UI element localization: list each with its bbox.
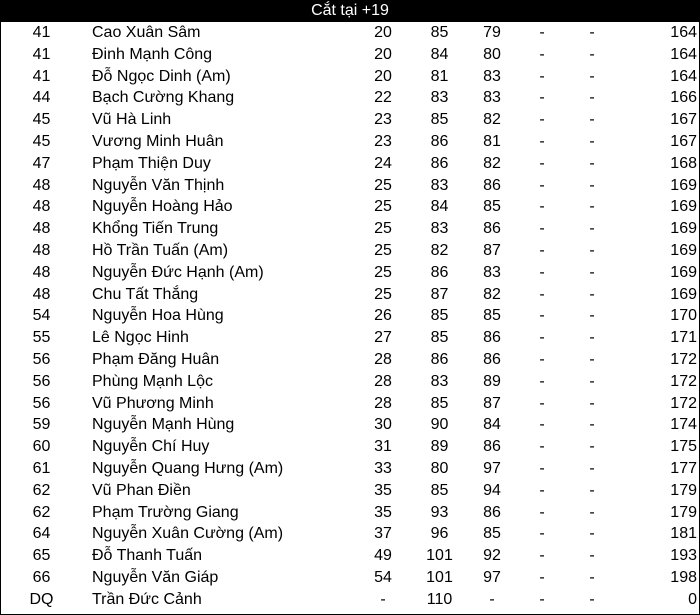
- table-row: [1, 480, 699, 502]
- player-name-cell: Bạch Cường Khang: [92, 89, 235, 107]
- round-1-cell: 85: [430, 394, 449, 412]
- round-2-cell: 97: [483, 568, 501, 586]
- player-name-cell: Cao Xuân Sâm: [92, 24, 201, 41]
- total-cell: 181: [670, 525, 697, 543]
- player-name-cell: Nguyễn Văn Thịnh: [92, 176, 225, 194]
- round-3-cell: -: [539, 438, 545, 456]
- to-par-cell: 35: [374, 503, 392, 521]
- round-1-cell: 86: [430, 263, 449, 281]
- player-name-cell: Trần Đức Cảnh: [92, 590, 202, 608]
- round-3-cell: -: [539, 416, 545, 434]
- round-2-cell: 83: [483, 263, 501, 281]
- to-par-cell: 37: [374, 525, 392, 543]
- position-cell: 60: [32, 438, 51, 456]
- table-row: [1, 44, 699, 66]
- table-row: [1, 66, 699, 88]
- player-name-cell: Nguyễn Xuân Cường (Am): [92, 525, 284, 543]
- round-1-cell: 93: [430, 503, 449, 521]
- position-cell: 48: [32, 263, 51, 281]
- table-row: [1, 393, 699, 415]
- round-1-cell: 85: [430, 307, 449, 325]
- table-row: [1, 131, 699, 153]
- round-4-cell: -: [589, 394, 595, 412]
- round-1-cell: 85: [430, 329, 449, 347]
- round-1-cell: 85: [430, 111, 449, 129]
- position-cell: 65: [32, 547, 51, 565]
- round-2-cell: 80: [483, 45, 501, 63]
- table-row: [1, 218, 699, 240]
- round-3-cell: -: [539, 372, 545, 390]
- table-row: [1, 436, 699, 458]
- table-row: [1, 175, 699, 197]
- round-4-cell: -: [589, 307, 595, 325]
- round-4-cell: -: [589, 547, 595, 565]
- round-1-cell: 81: [430, 67, 449, 85]
- position-cell: 56: [32, 372, 51, 390]
- round-4-cell: -: [589, 329, 595, 347]
- cut-line-banner: Cắt tại +19: [1, 1, 699, 22]
- table-row: [1, 109, 699, 131]
- round-2-cell: 89: [483, 372, 501, 390]
- round-1-cell: 85: [430, 24, 449, 41]
- player-name-cell: Nguyễn Hoa Hùng: [92, 307, 224, 325]
- to-par-cell: -: [380, 590, 386, 608]
- round-3-cell: -: [539, 590, 545, 608]
- total-cell: 169: [670, 220, 697, 238]
- position-cell: 44: [32, 89, 51, 107]
- total-cell: 171: [670, 329, 697, 347]
- round-2-cell: 82: [483, 285, 501, 303]
- round-4-cell: -: [589, 459, 595, 477]
- table-row: [1, 371, 699, 393]
- round-2-cell: 83: [483, 67, 501, 85]
- total-cell: 198: [670, 568, 697, 586]
- player-name-cell: Nguyễn Hoàng Hảo: [92, 198, 233, 216]
- to-par-cell: 26: [374, 307, 392, 325]
- round-4-cell: -: [589, 220, 595, 238]
- player-name-cell: Đỗ Thanh Tuấn: [92, 547, 203, 565]
- round-4-cell: -: [589, 154, 595, 172]
- round-1-cell: 84: [430, 45, 449, 63]
- player-name-cell: Vương Minh Huân: [92, 132, 224, 150]
- leaderboard-table: [1, 22, 699, 611]
- to-par-cell: 20: [374, 67, 392, 85]
- position-cell: 66: [32, 568, 51, 586]
- round-2-cell: 83: [483, 89, 501, 107]
- position-cell: 48: [32, 285, 51, 303]
- round-2-cell: -: [489, 590, 495, 608]
- round-1-cell: 85: [430, 481, 449, 499]
- to-par-cell: 54: [374, 568, 392, 586]
- to-par-cell: 25: [374, 263, 392, 281]
- round-4-cell: -: [589, 590, 595, 608]
- round-3-cell: -: [539, 220, 545, 238]
- round-4-cell: -: [589, 24, 595, 41]
- table-row: [1, 327, 699, 349]
- table-row: [1, 589, 699, 611]
- position-cell: 55: [32, 329, 51, 347]
- total-cell: 172: [670, 372, 697, 390]
- round-4-cell: -: [589, 416, 595, 434]
- total-cell: 175: [670, 438, 697, 456]
- to-par-cell: 27: [374, 329, 392, 347]
- round-2-cell: 94: [483, 481, 501, 499]
- to-par-cell: 28: [374, 372, 392, 390]
- round-1-cell: 96: [430, 525, 449, 543]
- table-row: [1, 22, 699, 44]
- table-row: [1, 196, 699, 218]
- player-name-cell: Phạm Thiện Duy: [92, 154, 211, 172]
- round-3-cell: -: [539, 176, 545, 194]
- to-par-cell: 30: [374, 416, 392, 434]
- total-cell: 179: [670, 503, 697, 521]
- total-cell: 169: [670, 176, 697, 194]
- player-name-cell: Nguyễn Quang Hưng (Am): [92, 459, 284, 477]
- round-4-cell: -: [589, 481, 595, 499]
- round-4-cell: -: [589, 503, 595, 521]
- table-row: [1, 523, 699, 545]
- total-cell: 168: [670, 154, 697, 172]
- round-1-cell: 110: [426, 590, 453, 608]
- round-4-cell: -: [589, 568, 595, 586]
- round-2-cell: 86: [483, 350, 501, 368]
- round-3-cell: -: [539, 132, 545, 150]
- round-4-cell: -: [589, 45, 595, 63]
- to-par-cell: 25: [374, 241, 392, 259]
- position-cell: DQ: [29, 590, 54, 608]
- to-par-cell: 25: [374, 176, 392, 194]
- round-2-cell: 86: [483, 503, 501, 521]
- round-3-cell: -: [539, 67, 545, 85]
- round-3-cell: -: [539, 350, 545, 368]
- total-cell: 193: [670, 547, 697, 565]
- round-3-cell: -: [539, 198, 545, 216]
- to-par-cell: 20: [374, 24, 392, 41]
- to-par-cell: 35: [374, 481, 392, 499]
- to-par-cell: 28: [374, 394, 392, 412]
- position-cell: 62: [32, 481, 51, 499]
- table-row: [1, 240, 699, 262]
- round-1-cell: 86: [430, 132, 449, 150]
- total-cell: 166: [670, 89, 697, 107]
- round-3-cell: -: [539, 481, 545, 499]
- round-2-cell: 87: [483, 241, 501, 259]
- round-4-cell: -: [589, 525, 595, 543]
- table-row: [1, 305, 699, 327]
- to-par-cell: 23: [374, 111, 392, 129]
- to-par-cell: 25: [374, 220, 392, 238]
- round-2-cell: 82: [483, 111, 501, 129]
- round-3-cell: -: [539, 241, 545, 259]
- total-cell: 174: [670, 416, 697, 434]
- round-3-cell: -: [539, 263, 545, 281]
- round-2-cell: 85: [483, 525, 501, 543]
- player-name-cell: Đỗ Ngọc Dinh (Am): [92, 67, 231, 85]
- position-cell: 41: [32, 67, 51, 85]
- round-2-cell: 92: [483, 547, 501, 565]
- player-name-cell: Phạm Trường Giang: [92, 503, 239, 521]
- table-row: [1, 153, 699, 175]
- round-4-cell: -: [589, 176, 595, 194]
- to-par-cell: 28: [374, 350, 392, 368]
- to-par-cell: 20: [374, 45, 392, 63]
- round-1-cell: 83: [430, 372, 449, 390]
- round-2-cell: 86: [483, 329, 501, 347]
- position-cell: 48: [32, 198, 51, 216]
- player-name-cell: Vũ Hà Linh: [92, 111, 172, 129]
- to-par-cell: 24: [374, 154, 392, 172]
- position-cell: 62: [32, 503, 51, 521]
- player-name-cell: Phạm Đăng Huân: [92, 350, 220, 368]
- round-1-cell: 84: [430, 198, 449, 216]
- round-1-cell: 83: [430, 89, 449, 107]
- player-name-cell: Phùng Mạnh Lộc: [92, 372, 213, 390]
- round-2-cell: 97: [483, 459, 501, 477]
- player-name-cell: Hồ Trần Tuấn (Am): [92, 241, 229, 259]
- round-4-cell: -: [589, 241, 595, 259]
- player-name-cell: Nguyễn Đức Hạnh (Am): [92, 263, 264, 281]
- total-cell: 169: [670, 263, 697, 281]
- round-3-cell: -: [539, 547, 545, 565]
- round-3-cell: -: [539, 285, 545, 303]
- total-cell: 169: [670, 241, 697, 259]
- round-4-cell: -: [589, 132, 595, 150]
- position-cell: 41: [32, 24, 51, 41]
- round-2-cell: 79: [483, 24, 501, 41]
- position-cell: 45: [32, 132, 51, 150]
- round-1-cell: 82: [430, 241, 449, 259]
- round-4-cell: -: [589, 350, 595, 368]
- round-3-cell: -: [539, 459, 545, 477]
- total-cell: 179: [670, 481, 697, 499]
- table-row: [1, 284, 699, 306]
- round-1-cell: 86: [430, 154, 449, 172]
- to-par-cell: 25: [374, 285, 392, 303]
- round-2-cell: 85: [483, 198, 501, 216]
- round-2-cell: 85: [483, 307, 501, 325]
- position-cell: 45: [32, 111, 51, 129]
- round-4-cell: -: [589, 263, 595, 281]
- to-par-cell: 25: [374, 198, 392, 216]
- player-name-cell: Khổng Tiến Trung: [92, 220, 219, 238]
- to-par-cell: 49: [374, 547, 392, 565]
- table-row: [1, 545, 699, 567]
- position-cell: 56: [32, 394, 51, 412]
- player-name-cell: Vũ Phương Minh: [92, 394, 214, 412]
- round-4-cell: -: [589, 111, 595, 129]
- round-3-cell: -: [539, 503, 545, 521]
- player-name-cell: Lê Ngọc Hinh: [92, 329, 189, 347]
- player-name-cell: Vũ Phan Điền: [92, 481, 191, 499]
- total-cell: 172: [670, 394, 697, 412]
- round-4-cell: -: [589, 67, 595, 85]
- position-cell: 41: [32, 45, 51, 63]
- round-3-cell: -: [539, 568, 545, 586]
- player-name-cell: Nguyễn Văn Giáp: [92, 568, 219, 586]
- round-1-cell: 87: [430, 285, 449, 303]
- table-row: [1, 87, 699, 109]
- position-cell: 64: [32, 525, 51, 543]
- total-cell: 169: [670, 198, 697, 216]
- position-cell: 47: [32, 154, 51, 172]
- round-1-cell: 101: [426, 568, 453, 586]
- total-cell: 167: [670, 111, 697, 129]
- total-cell: 167: [670, 132, 697, 150]
- round-1-cell: 83: [430, 176, 449, 194]
- total-cell: 164: [670, 67, 697, 85]
- total-cell: 169: [670, 285, 697, 303]
- round-3-cell: -: [539, 154, 545, 172]
- round-3-cell: -: [539, 307, 545, 325]
- round-4-cell: -: [589, 372, 595, 390]
- round-4-cell: -: [589, 89, 595, 107]
- player-name-cell: Nguyễn Mạnh Hùng: [92, 416, 235, 434]
- table-row: [1, 502, 699, 524]
- round-2-cell: 87: [483, 394, 501, 412]
- round-3-cell: -: [539, 525, 545, 543]
- player-name-cell: Nguyễn Chí Huy: [92, 438, 210, 456]
- table-row: [1, 458, 699, 480]
- to-par-cell: 23: [374, 132, 392, 150]
- to-par-cell: 33: [374, 459, 392, 477]
- to-par-cell: 31: [374, 438, 392, 456]
- round-3-cell: -: [539, 89, 545, 107]
- player-name-cell: Chu Tất Thắng: [92, 285, 199, 303]
- round-3-cell: -: [539, 24, 545, 41]
- round-4-cell: -: [589, 285, 595, 303]
- position-cell: 61: [32, 459, 51, 477]
- round-4-cell: -: [589, 198, 595, 216]
- total-cell: 177: [670, 459, 697, 477]
- round-2-cell: 86: [483, 176, 501, 194]
- round-3-cell: -: [539, 329, 545, 347]
- table-row: [1, 349, 699, 371]
- round-1-cell: 83: [430, 220, 449, 238]
- position-cell: 48: [32, 176, 51, 194]
- to-par-cell: 22: [374, 89, 392, 107]
- round-1-cell: 89: [430, 438, 449, 456]
- round-2-cell: 81: [483, 132, 501, 150]
- total-cell: 164: [670, 24, 697, 41]
- total-cell: 164: [670, 45, 697, 63]
- total-cell: 0: [688, 590, 697, 608]
- round-2-cell: 86: [483, 220, 501, 238]
- round-1-cell: 101: [426, 547, 453, 565]
- round-1-cell: 80: [430, 459, 449, 477]
- position-cell: 48: [32, 220, 51, 238]
- round-1-cell: 86: [430, 350, 449, 368]
- total-cell: 170: [670, 307, 697, 325]
- table-row: [1, 262, 699, 284]
- round-2-cell: 82: [483, 154, 501, 172]
- round-2-cell: 84: [483, 416, 501, 434]
- round-3-cell: -: [539, 45, 545, 63]
- position-cell: 59: [32, 416, 51, 434]
- table-row: [1, 414, 699, 436]
- round-2-cell: 86: [483, 438, 501, 456]
- player-name-cell: Đinh Mạnh Công: [92, 45, 213, 63]
- total-cell: 172: [670, 350, 697, 368]
- position-cell: 54: [32, 307, 51, 325]
- round-4-cell: -: [589, 438, 595, 456]
- round-3-cell: -: [539, 111, 545, 129]
- round-1-cell: 90: [430, 416, 449, 434]
- round-3-cell: -: [539, 394, 545, 412]
- position-cell: 48: [32, 241, 51, 259]
- position-cell: 56: [32, 350, 51, 368]
- table-row: [1, 567, 699, 589]
- leaderboard-rows: [1, 22, 699, 611]
